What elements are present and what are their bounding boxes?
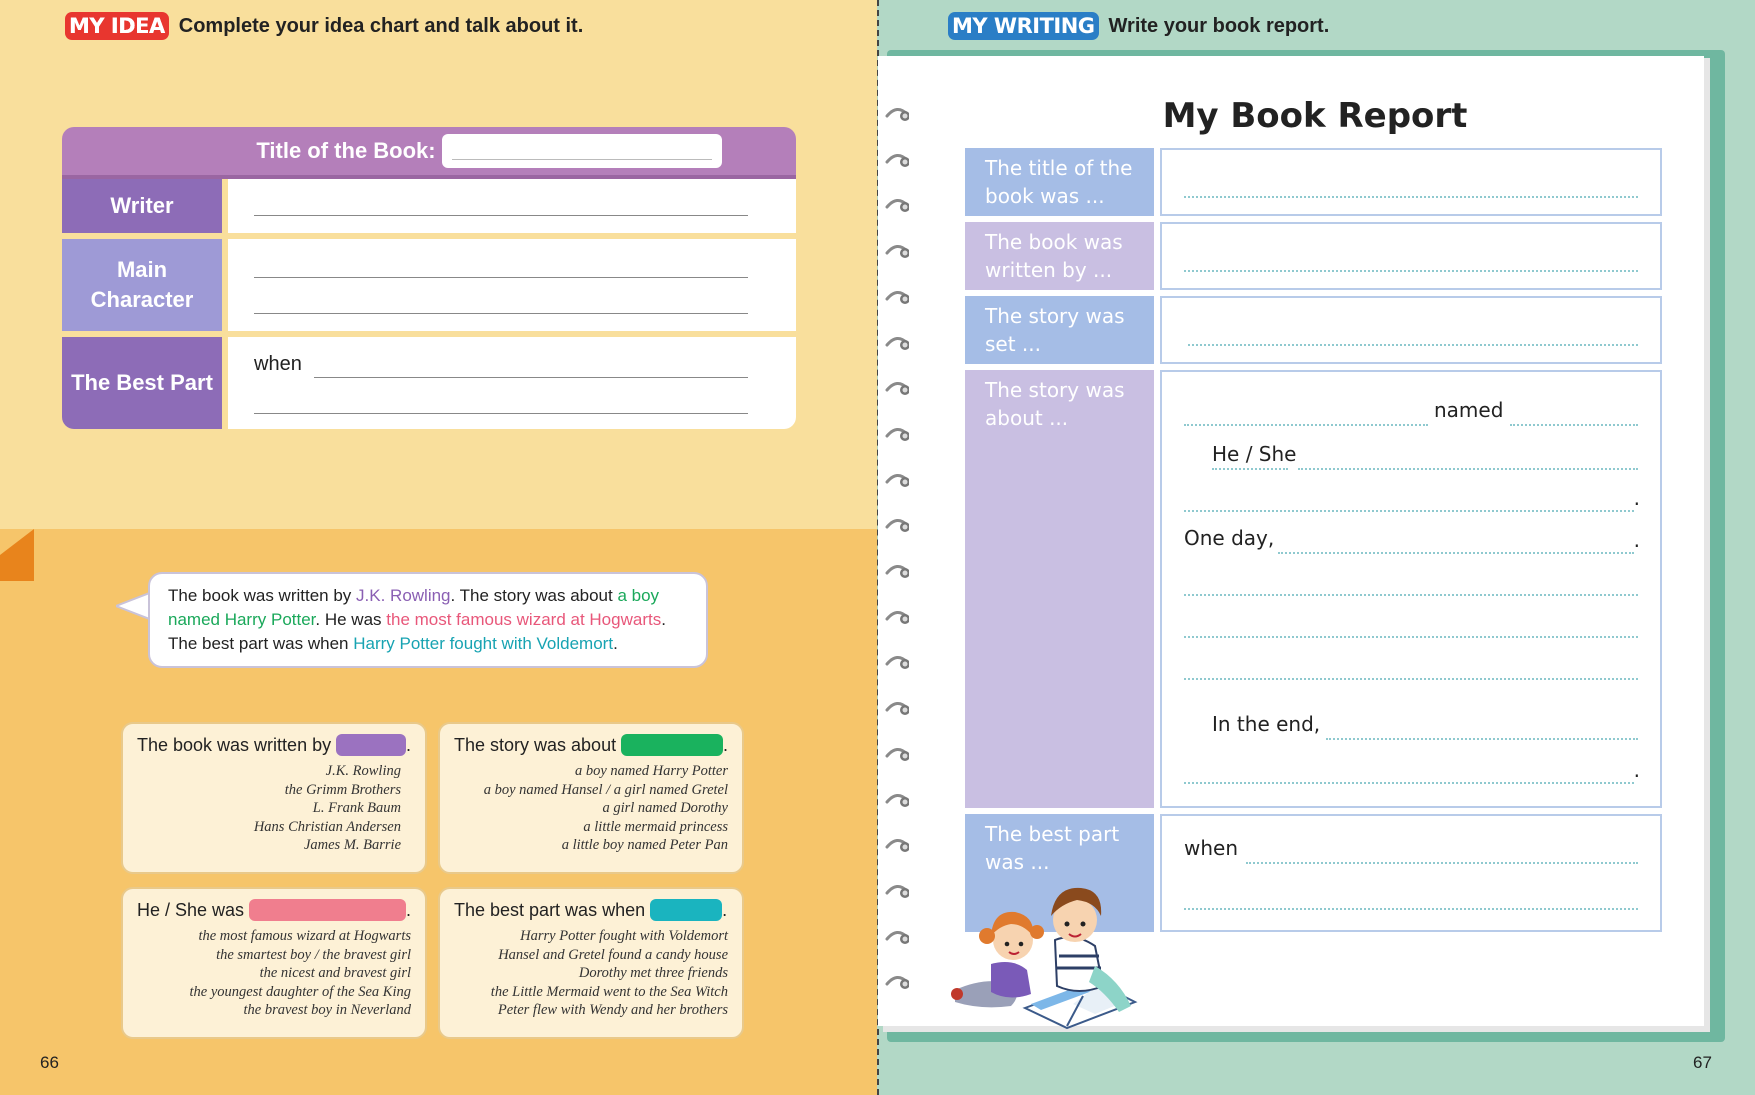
option-item[interactable]: the nicest and bravest girl (259, 965, 411, 981)
prompt-when: when (1184, 836, 1239, 860)
option-item[interactable]: the most famous wizard at Hogwarts (198, 928, 411, 944)
my-writing-tag: MY WRITING (948, 12, 1099, 40)
period-1: . (1633, 486, 1640, 510)
best-part-prefix: when (254, 353, 302, 375)
spiral-ring (885, 654, 909, 674)
option-item[interactable]: J.K. Rowling (325, 763, 401, 779)
period-3: . (1633, 758, 1640, 782)
prompt-in-the-end: In the end, (1212, 712, 1321, 736)
option-item[interactable]: a girl named Dorothy (602, 800, 728, 816)
idea-label-main-character: Main Character (62, 239, 222, 331)
character-color-swatch (249, 899, 406, 921)
spiral-ring (885, 837, 909, 857)
writer-field[interactable] (228, 179, 796, 233)
option-item[interactable]: the youngest daughter of the Sea King (189, 983, 411, 1000)
option-item[interactable]: a little mermaid princess (583, 818, 728, 835)
option-item[interactable]: the smartest boy / the bravest girl (216, 946, 411, 963)
option-item[interactable]: L. Frank Baum (312, 800, 401, 816)
spiral-ring (885, 197, 909, 217)
page-number-left: 66 (40, 1053, 59, 1072)
option-item[interactable]: Dorothy met three friends (578, 965, 728, 981)
example-speech-bubble: The book was written by J.K. Rowling. The story was about a boy named Harry Potter. He was the most famous wizard at Hogwarts. The best part was when Harry Potter fought with Voldemort. (148, 572, 708, 668)
option-item[interactable]: Peter flew with Wendy and her brothers (497, 1002, 728, 1018)
writer-color-swatch (336, 734, 406, 756)
idea-row-main-character (62, 239, 796, 331)
idea-chart (62, 127, 796, 429)
option-item[interactable]: the Grimm Brothers (284, 781, 401, 798)
label-writer: The book was written by ... (965, 222, 1154, 290)
spiral-ring (885, 974, 909, 994)
spiral-ring (885, 472, 909, 492)
spiral-ring (885, 335, 909, 355)
title-field[interactable] (1160, 148, 1662, 216)
spiral-ring (885, 792, 909, 812)
spiral-ring (885, 746, 909, 766)
spiral-ring (885, 563, 909, 583)
option-item[interactable]: a boy named Hansel / a girl named Gretel (483, 781, 728, 798)
my-idea-instruction: Complete your idea chart and talk about it. (178, 14, 584, 37)
my-idea-heading (65, 12, 583, 40)
option-item[interactable]: a boy named Harry Potter (574, 763, 728, 779)
about-field[interactable] (1160, 370, 1662, 808)
best-part-report-field[interactable] (1160, 814, 1662, 932)
option-item[interactable]: Hansel and Gretel found a candy house (498, 946, 728, 963)
spiral-ring (885, 152, 909, 172)
my-writing-instruction: Write your book report. (1108, 14, 1330, 37)
option-item[interactable]: the Little Mermaid went to the Sea Witch (490, 983, 728, 1000)
book-title-input[interactable] (442, 134, 722, 168)
spiral-ring (885, 517, 909, 537)
idea-title-label: Title of the Book: (256, 138, 436, 163)
setting-field[interactable] (1160, 296, 1662, 364)
speech-bubble-tail (116, 592, 152, 620)
story-color-swatch (621, 734, 723, 756)
spiral-ring (885, 426, 909, 446)
label-setting: The story was set ... (965, 296, 1154, 364)
option-card-story: The story was about . a boy named Harry Potter a boy named Hansel / a girl named Gretel a girl named Dorothy a little mermaid princess a little boy named Peter Pan (438, 722, 744, 874)
option-card-character: He / She was . the most famous wizard at Hogwarts the smartest boy / the bravest girl the nicest and bravest girl the youngest daughter of the Sea King the bravest boy in Neverland (121, 887, 427, 1039)
spiral-ring (885, 243, 909, 263)
best-part-color-swatch (650, 899, 722, 921)
option-item[interactable]: James M. Barrie (303, 837, 401, 853)
idea-row-best-part (62, 337, 796, 429)
label-title: The title of the book was ... (965, 148, 1154, 216)
label-best-part: The best part was ... (965, 814, 1154, 932)
best-part-field[interactable] (228, 337, 796, 429)
main-character-field[interactable] (228, 239, 796, 331)
spiral-ring (885, 700, 909, 720)
option-item[interactable]: a little boy named Peter Pan (561, 837, 728, 853)
spiral-ring (885, 883, 909, 903)
period-2: . (1633, 528, 1640, 552)
writer-report-field[interactable] (1160, 222, 1662, 290)
spiral-ring (885, 609, 909, 629)
option-card-best-part: The best part was when . Harry Potter fought with Voldemort Hansel and Gretel found a candy house Dorothy met three friends the Little Mermaid went to the Sea Witch Peter flew with Wendy and her brothers (438, 887, 744, 1039)
kids-reading-illustration (945, 880, 1145, 1030)
prompt-one-day: One day, (1184, 526, 1275, 550)
spiral-ring (885, 929, 909, 949)
idea-title-bar (62, 127, 796, 175)
prompt-he-she: He / She (1212, 442, 1297, 466)
option-item[interactable]: Hans Christian Andersen (253, 818, 401, 835)
spiral-ring (885, 106, 909, 126)
report-title: My Book Report (1162, 96, 1468, 136)
prompt-named: named (1434, 398, 1504, 422)
option-item[interactable]: Harry Potter fought with Voldemort (520, 928, 728, 944)
my-idea-tag: MY IDEA (65, 12, 169, 40)
option-item[interactable]: the bravest boy in Neverland (243, 1002, 411, 1018)
spiral-ring (885, 380, 909, 400)
idea-label-writer: Writer (62, 179, 222, 233)
my-writing-heading (948, 12, 1329, 40)
label-about: The story was about ... (965, 370, 1154, 808)
idea-row-writer (62, 179, 796, 233)
option-card-writer: The book was written by . J.K. Rowling the Grimm Brothers L. Frank Baum Hans Christian Andersen James M. Barrie (121, 722, 427, 874)
page-number-right: 67 (1693, 1053, 1712, 1072)
idea-label-best-part: The Best Part (62, 337, 222, 429)
spiral-ring (885, 289, 909, 309)
